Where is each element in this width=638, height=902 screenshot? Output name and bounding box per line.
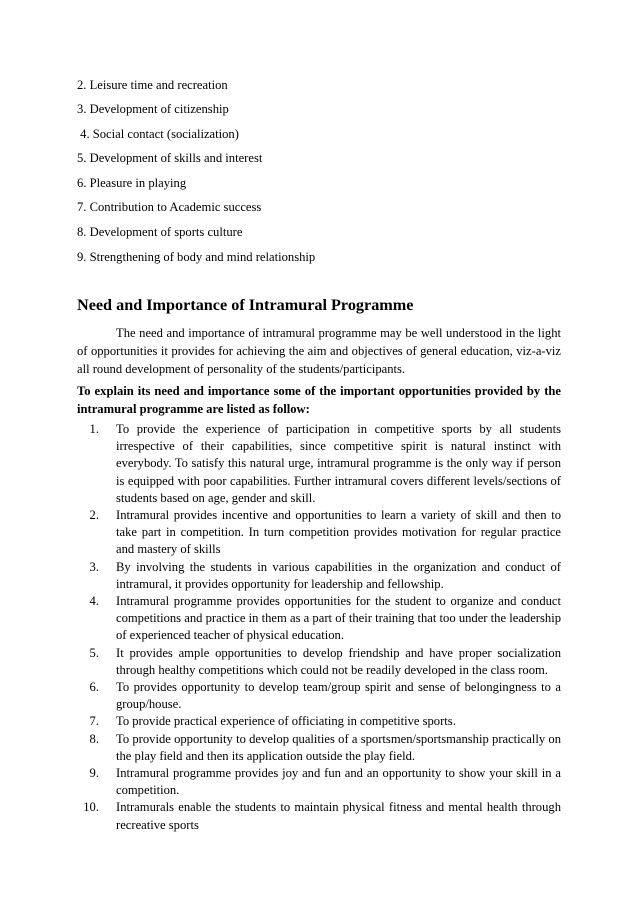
list-item xyxy=(77,679,561,713)
item-number: 3. xyxy=(89,559,99,574)
item-text: It provides ample opportunities to develop friendship and have proper socialization through healthy competitions which could not be readily developed in the class room. xyxy=(116,645,561,677)
item-text: To provide opportunity to develop qualities of a sportsmen/sportsmanship practically on the play field and then its application outside the play field. xyxy=(116,731,561,763)
list-item xyxy=(77,713,561,730)
list-item: 8. Development of sports culture xyxy=(77,225,243,239)
item-text: To provide practical experience of officiating in competitive sports. xyxy=(116,714,456,729)
list-item xyxy=(77,799,561,833)
list-item xyxy=(77,645,561,679)
list-item: 5. Development of skills and interest xyxy=(77,151,263,165)
item-number: 10. xyxy=(83,800,99,815)
list-item xyxy=(77,559,561,593)
item-text: Intramural programme provides joy and fun and an opportunity to show your skill in a competition. xyxy=(116,766,561,798)
intro-paragraph: The need and importance of intramural programme may be well understood in the light of opportunities it provides for achieving the aim and objectives of general education, viz-a-viz all round development of personality of the students/participants. xyxy=(77,326,561,376)
item-number: 9. xyxy=(89,766,99,781)
item-text: Intramural provides incentive and opportunities to learn a variety of skill and then to take part in competition. In turn competition provides motivation for regular practice and mastery of skills xyxy=(116,508,561,557)
item-number: 6. xyxy=(89,680,99,695)
item-number: 7. xyxy=(89,714,99,729)
item-text: By involving the students in various capabilities in the organization and conduct of intramural, it provides opportunity for leadership and fellowship. xyxy=(116,559,561,591)
list-item xyxy=(77,507,561,559)
item-number: 8. xyxy=(89,731,99,746)
item-number: 4. xyxy=(89,594,99,609)
item-number: 2. xyxy=(89,508,99,523)
item-text: To provides opportunity to develop team/group spirit and sense of belongingness to a group/house. xyxy=(116,680,561,712)
item-text: Intramurals enable the students to maintain physical fitness and mental health through recreative sports xyxy=(116,800,561,832)
list-item xyxy=(77,593,561,645)
lead-paragraph: To explain its need and importance some of the important opportunities provided by the intramural programme are listed as follow: xyxy=(77,384,561,416)
list-item: 3. Development of citizenship xyxy=(77,102,229,116)
list-item xyxy=(77,765,561,799)
list-item xyxy=(77,731,561,765)
list-item: 4. Social contact (socialization) xyxy=(77,127,239,141)
item-number: 1. xyxy=(89,422,99,436)
list-item xyxy=(77,421,561,507)
item-text: To provide the experience of participation in competitive sports by all students irrespective of their capabilities, since competitive spirit is natural instinct with everybody. To satisfy this natural urge, intramural programme is the only way if person is equipped with poor capabilities. Further intramural covers different levels/sections of students based on age, gender and skill. xyxy=(116,422,561,505)
opportunities-list xyxy=(77,421,561,834)
list-item: 7. Contribution to Academic success xyxy=(77,200,262,214)
list-item: 6. Pleasure in playing xyxy=(77,176,187,190)
list-item: 9. Strengthening of body and mind relationship xyxy=(77,250,316,264)
section-heading: Need and Importance of Intramural Programme xyxy=(77,296,414,314)
item-number: 5. xyxy=(89,645,99,660)
list-item: 2. Leisure time and recreation xyxy=(77,78,228,92)
item-text: Intramural programme provides opportunities for the student to organize and conduct competitions and practice in them as a part of their training that too under the leadership of experienced teacher of physical education. xyxy=(116,594,561,643)
